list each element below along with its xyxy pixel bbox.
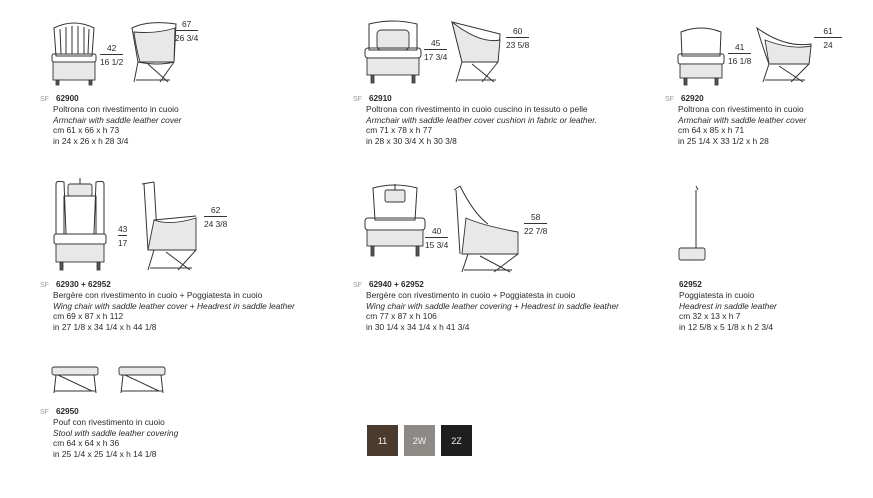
- armchair-62910-side-drawing: [450, 20, 506, 84]
- seat-height-62940: 40 15 3/4: [425, 226, 449, 250]
- total-height-62930: 62 24 3/8: [204, 205, 228, 229]
- wingchair-62940-front-drawing: [365, 184, 425, 272]
- product-desc-62952: Poggiatesta in cuoio Headrest in saddle leather cm 32 x 13 x h 7 in 12 5/8 x 5 1/8 x h 2 3/4: [679, 290, 777, 332]
- armchair-62920-side-drawing: [755, 24, 815, 84]
- finish-swatch-11: 11: [367, 425, 398, 456]
- product-code-62910: SF 62910: [353, 94, 392, 103]
- product-desc-62920: Poltrona con rivestimento in cuoio Armchair with saddle leather cover cm 64 x 85 x h 71 in 25 1/4 X 33 1/2 x h 28: [678, 104, 807, 146]
- finish-swatch-2w: 2W: [404, 425, 435, 456]
- product-desc-62910: Poltrona con rivestimento in cuoio cuscino in tessuto o pelle Armchair with saddle leather cover cushion in fabric or leather. cm 71 x 78 x h 77 in 28 x 30 3/4 X h 30 3/8: [366, 104, 598, 146]
- product-code-62930: SF 62930 + 62952: [40, 280, 111, 289]
- armchair-62900-side-drawing: [128, 18, 180, 84]
- product-code-62950: SF 62950: [40, 407, 79, 416]
- total-height-62910: 60 23 5/8: [506, 26, 530, 50]
- product-code-62952: 62952: [679, 280, 702, 289]
- finish-swatch-2z: 2Z: [441, 425, 472, 456]
- seat-height-62930: 43 17: [118, 224, 128, 248]
- product-code-62900: SF 62900: [40, 94, 79, 103]
- total-height-62920: 61 24: [814, 26, 842, 50]
- pouf-62950-side-drawing: [119, 367, 165, 395]
- armchair-62920-front-drawing: [678, 26, 724, 86]
- armchair-62900-front-drawing: [52, 20, 96, 86]
- pouf-62950-front-drawing: [52, 367, 98, 395]
- product-desc-62950: Pouf con rivestimento in cuoio Stool with saddle leather covering cm 64 x 64 x h 36 in 25 1/4 x 25 1/4 x h 14 1/8: [53, 417, 179, 459]
- wingchair-62940-side-drawing: [454, 184, 520, 272]
- seat-height-62920: 41 16 1/8: [728, 42, 752, 66]
- product-desc-62940: Bergère con rivestimento in cuoio + Poggiatesta in cuoio Wing chair with saddle leather covering + Headrest in saddle leather cm 77 x 87 x h 106 in 30 1/4 x 34 1/4 x h 41 3/4: [366, 290, 619, 332]
- wingchair-62930-front-drawing: [52, 178, 108, 272]
- seat-height-62900: 42 16 1/2: [100, 43, 124, 67]
- seat-height-62910: 45 17 3/4: [424, 38, 448, 62]
- product-desc-62930: Bergère con rivestimento in cuoio + Poggiatesta in cuoio Wing chair with saddle leather cover + Headrest in saddle leather cm 69 x 87 x h 112 in 27 1/8 x 34 1/4 x h 44 1/8: [53, 290, 295, 332]
- product-code-62940: SF 62940 + 62952: [353, 280, 424, 289]
- wingchair-62930-side-drawing: [140, 180, 200, 272]
- product-code-62920: SF 62920: [665, 94, 704, 103]
- total-height-62900: 67 26 3/4: [175, 19, 199, 43]
- total-height-62940: 58 22 7/8: [524, 212, 548, 236]
- product-desc-62900: Poltrona con rivestimento in cuoio Armchair with saddle leather cover cm 61 x 66 x h 73 in 24 x 26 x h 28 3/4: [53, 104, 182, 146]
- headrest-62952-drawing: [678, 186, 708, 270]
- armchair-62910-front-drawing: [365, 20, 421, 84]
